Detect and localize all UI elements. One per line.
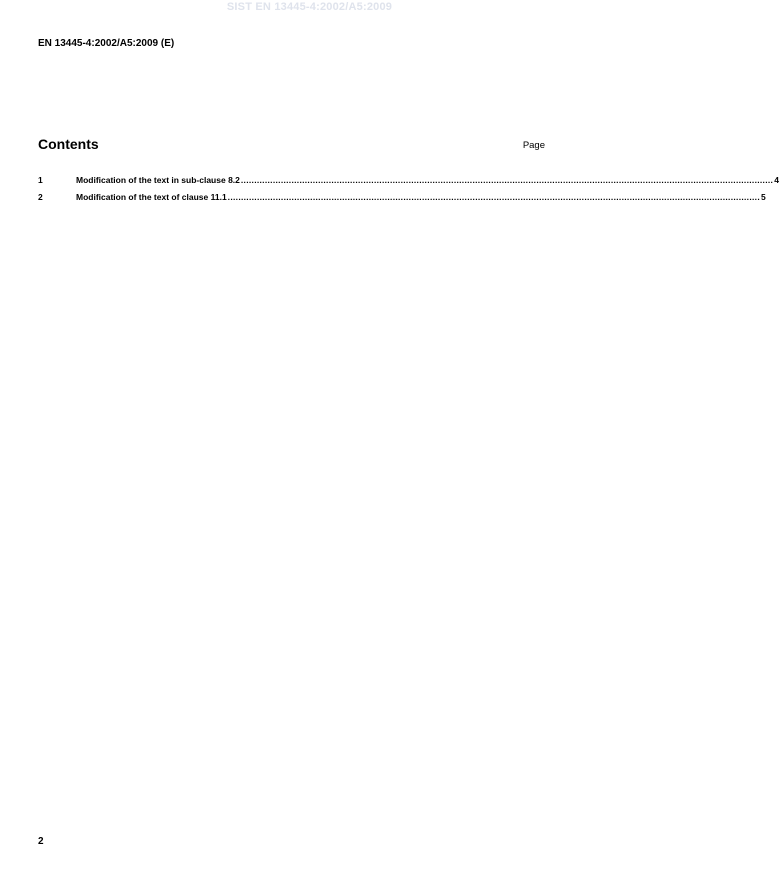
table-of-contents — [38, 175, 779, 209]
toc-entry-page: 4 — [774, 175, 779, 185]
toc-leader-dots: ........................................................................................................................................................................................................ — [240, 175, 774, 185]
watermark: SIST EN 13445-4:2002/A5:2009 — [226, 1, 393, 13]
toc-entry[interactable] — [38, 175, 779, 192]
contents-heading: Contents — [38, 136, 99, 152]
toc-entry-page: 5 — [760, 192, 766, 202]
page-column-label: Page — [522, 140, 545, 151]
toc-entry-number: 2 — [38, 192, 43, 202]
document-id: EN 13445-4:2002/A5:2009 (E) — [38, 38, 175, 49]
toc-entry-title: Modification of the text of clause 11.1 — [76, 192, 227, 202]
page-number: 2 — [38, 836, 44, 847]
toc-entry-title: Modification of the text in sub-clause 8.2 — [76, 175, 240, 185]
toc-entry-number: 1 — [38, 175, 43, 185]
toc-leader-dots: ........................................................................................................................................................................................................ — [227, 192, 760, 202]
toc-entry[interactable] — [38, 192, 766, 209]
